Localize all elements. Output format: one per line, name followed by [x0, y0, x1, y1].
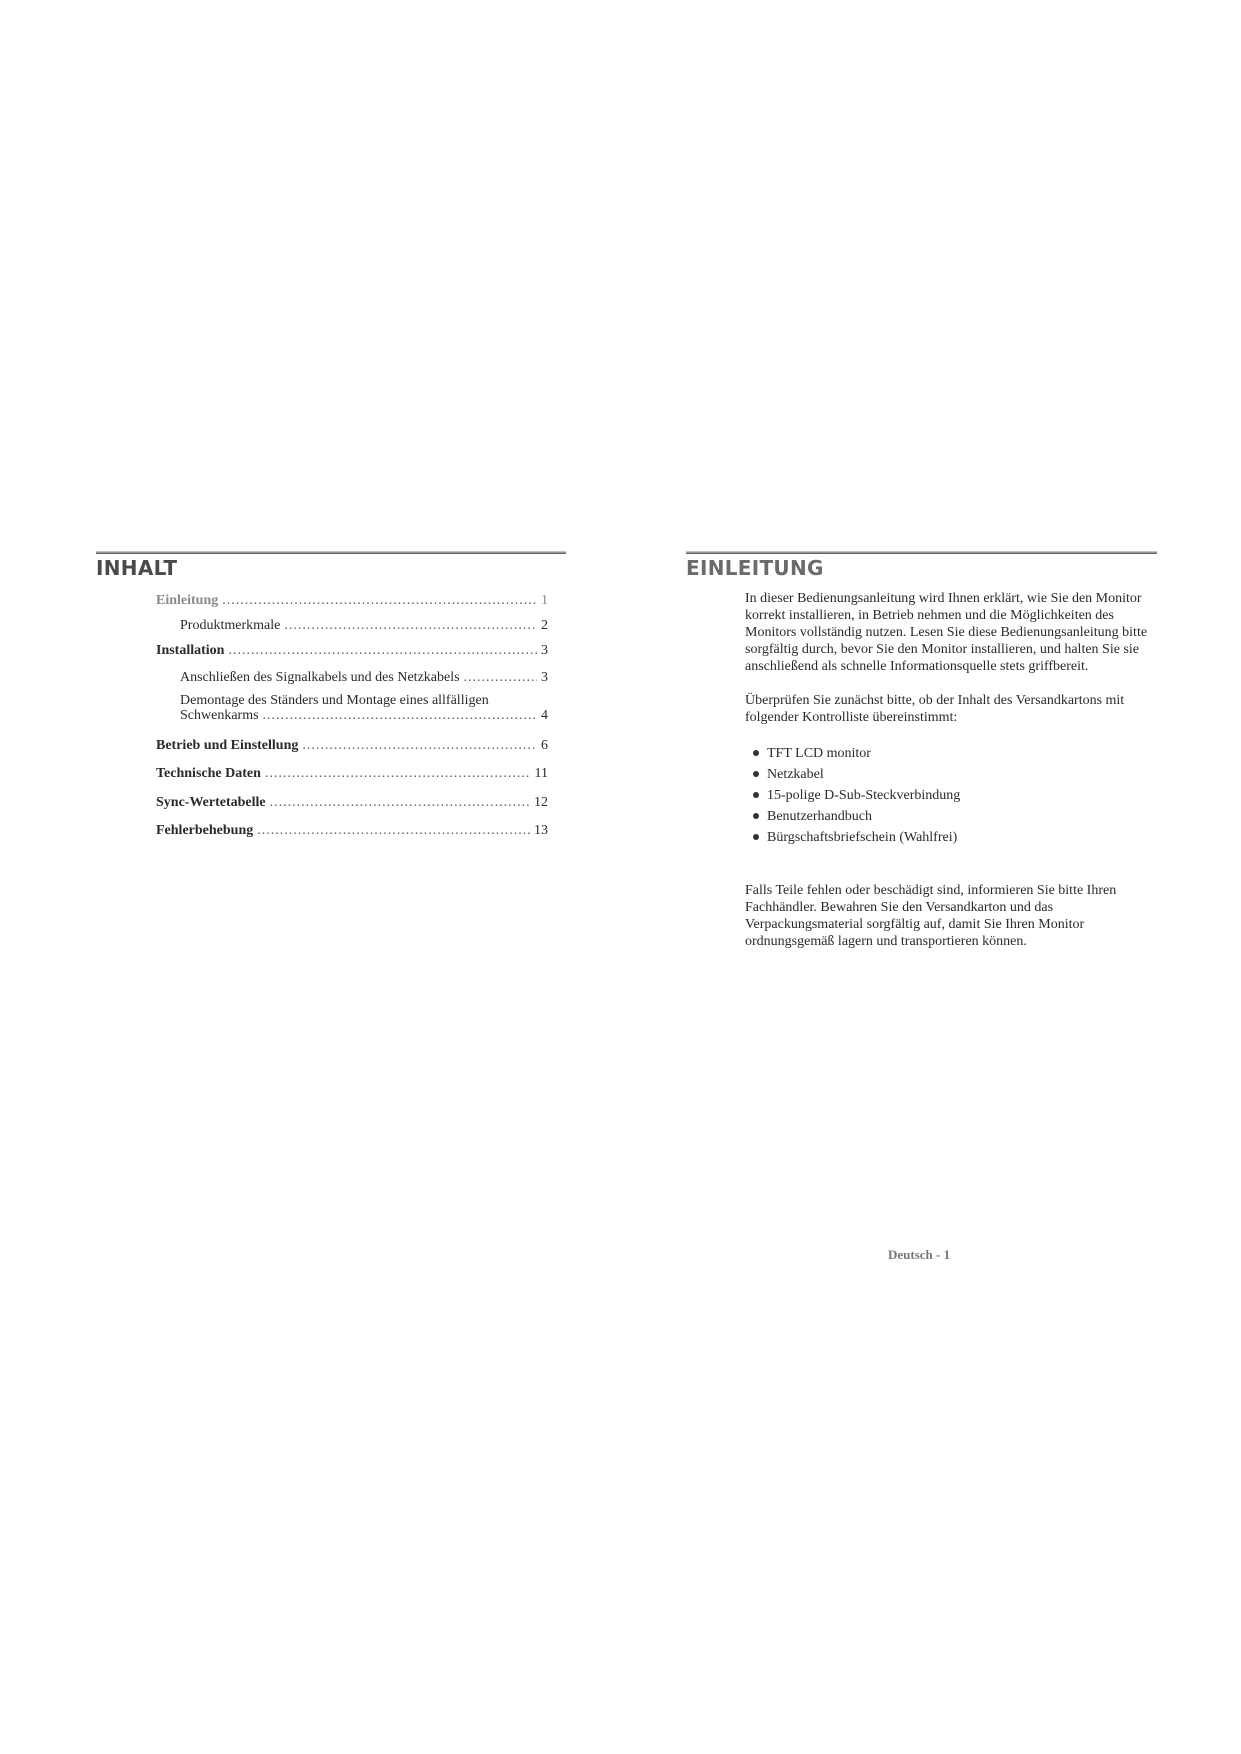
- toc-entry-page: 6: [541, 738, 548, 753]
- toc-entry-page: 3: [541, 643, 548, 658]
- toc-entry-label-line2: Schwenkarms: [180, 708, 259, 723]
- toc-entry-einleitung[interactable]: [156, 592, 548, 609]
- toc-entry-page: 4: [541, 708, 548, 723]
- toc-entry-page: 13: [534, 823, 548, 838]
- toc-header-rule: [96, 551, 566, 554]
- toc-entry-installation[interactable]: [156, 642, 548, 659]
- toc-entry-signalkabel[interactable]: [180, 669, 548, 686]
- checklist-item-label: TFT LCD monitor: [767, 746, 871, 761]
- bullet-icon: [753, 771, 759, 777]
- intro-paragraph: Falls Teile fehlen oder beschädigt sind, informieren Sie bitte Ihren Fachhändler. Bewahren Sie den Versandkarton und das Verpackungsmaterial sorgfältig auf, damit Sie Ihren Monitor ordnungsgemäß lagern und transportieren können.: [745, 883, 1117, 949]
- toc-entry-page: 3: [541, 670, 548, 685]
- checklist-item: [753, 827, 1155, 848]
- intro-paragraph: Überprüfen Sie zunächst bitte, ob der Inhalt des Versandkartons mit folgender Kontrolliste übereinstimmt:: [745, 693, 1125, 725]
- checklist-item: [753, 764, 1155, 785]
- bullet-icon: [753, 792, 759, 798]
- checklist-item-label: Bürgschaftsbriefschein (Wahlfrei): [767, 830, 958, 845]
- toc-entry-label: Einleitung: [156, 593, 219, 608]
- intro-title: EINLEITUNG: [686, 556, 824, 580]
- checklist-item: [753, 785, 1155, 806]
- toc-entry-label: Fehlerbehebung: [156, 823, 254, 838]
- toc-entry-label: Produktmerkmale: [180, 618, 281, 633]
- toc-entry-label: Installation: [156, 643, 225, 658]
- toc-entry-label: Technische Daten: [156, 766, 261, 781]
- toc-leader-dots: [228, 642, 537, 659]
- checklist-item: [753, 806, 1155, 827]
- toc-entry-sync-wertetabelle[interactable]: [156, 794, 548, 811]
- bullet-icon: [753, 834, 759, 840]
- toc-entry-page: 1: [541, 593, 548, 608]
- toc-leader-dots: [222, 592, 537, 609]
- toc-entry-produktmerkmale[interactable]: [180, 617, 548, 634]
- toc-entry-line2: [180, 708, 548, 723]
- intro-header-rule: [686, 551, 1157, 554]
- checklist-item-label: 15-polige D-Sub-Steckverbindung: [767, 788, 961, 803]
- toc-page: [0, 0, 620, 1754]
- checklist-item-label: Netzkabel: [767, 767, 824, 782]
- toc-leader-dots: [284, 617, 537, 634]
- toc-leader-dots: [263, 708, 537, 723]
- toc-entry-demontage[interactable]: [180, 693, 548, 723]
- toc-leader-dots: [464, 669, 537, 686]
- toc-title: INHALT: [96, 556, 178, 580]
- bullet-icon: [753, 813, 759, 819]
- package-checklist: [745, 743, 1155, 848]
- toc-entry-technische-daten[interactable]: [156, 765, 548, 782]
- checklist-item: [753, 743, 1155, 764]
- intro-paragraph: In dieser Bedienungsanleitung wird Ihnen erklärt, wie Sie den Monitor korrekt installieren, in Betrieb nehmen und die Möglichkeiten des Monitors vollständig nutzen. Lesen Sie diese Bedienungsanleitung bitte sorgfältig durch, bevor Sie den Monitor installieren, und halten Sie sie anschließend als schnelle Informationsquelle stets griffbereit.: [745, 591, 1148, 674]
- toc-entry-fehlerbehebung[interactable]: [156, 822, 548, 839]
- toc-entry-page: 12: [534, 795, 548, 810]
- toc-entry-label-line1: Demontage des Ständers und Montage eines allfälligen: [180, 693, 489, 708]
- toc-entry-label: Sync-Wertetabelle: [156, 795, 266, 810]
- checklist-item-label: Benutzerhandbuch: [767, 809, 872, 824]
- toc-entry-page: 2: [541, 618, 548, 633]
- page-footer: Deutsch - 1: [888, 1247, 951, 1262]
- intro-body: [745, 590, 1155, 950]
- toc-entry-label: Anschließen des Signalkabels und des Netzkabels: [180, 670, 460, 685]
- toc-entry-page: 11: [534, 766, 548, 781]
- toc-leader-dots: [257, 822, 530, 839]
- toc-leader-dots: [270, 794, 530, 811]
- bullet-icon: [753, 750, 759, 756]
- toc-leader-dots: [302, 737, 537, 754]
- toc-entry-betrieb[interactable]: [156, 737, 548, 754]
- toc-entry-label: Betrieb und Einstellung: [156, 738, 299, 753]
- toc-leader-dots: [265, 765, 531, 782]
